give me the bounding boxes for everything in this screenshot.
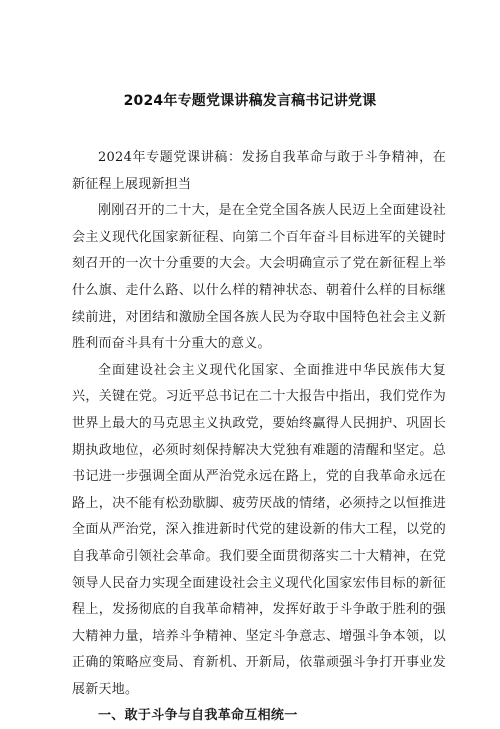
paragraph-intro: 刚刚召开的二十大，是在全党全国各族人民迈上全面建设社会主义现代化国家新征程、向第二个百年奋斗目标进军的关键时刻召开的一次十分重要的大会。大会明确宣示了党在新征程上举什么旗、走什么路、以什么样的精神状态、朝着什么样的目标继续前进，对团结和激励全国各族人民为夺取中国特色社会主义新胜利而奋斗具有十分重大的意义。 xyxy=(72,203,446,352)
paragraph-subtitle: 2024年专题党课讲稿：发扬自我革命与敢于斗争精神，在新征程上展现新担当 xyxy=(72,150,446,192)
paragraph-main: 全面建设社会主义现代化国家、全面推进中华民族伟大复兴，关键在党。习近平总书记在二十大报告中指出，我们党作为世界上最大的马克思主义执政党，要始终赢得人民拥护、巩固长期执政地位，必须时刻保持解决大党独有难题的清醒和坚定。总书记进一步强调全面从严治党永远在路上，党的自我革命永远在路上，决不能有松劲歇脚、疲劳厌战的情绪，必须持之以恒推进全面从严治党，深入推进新时代党的建设新的伟大工程，以党的自我革命引领社会革命。我们要全面贯彻落实二十大精神，在党领导人民奋力实现全面建设社会主义现代化国家宏伟目标的新征程上，发扬彻底的自我革命精神，发挥好敢于斗争敢于胜利的强大精神力量，培养斗争精神、坚定斗争意志、增强斗争本领，以正确的策略应变局、育新机、开新局，依靠顽强斗争打开事业发展新天地。 xyxy=(72,362,446,697)
section-heading: 一、敢于斗争与自我革命互相统一 xyxy=(98,708,298,724)
document-title: 2024年专题党课讲稿发言稿书记讲党课 xyxy=(123,93,377,109)
document-body xyxy=(72,145,446,729)
